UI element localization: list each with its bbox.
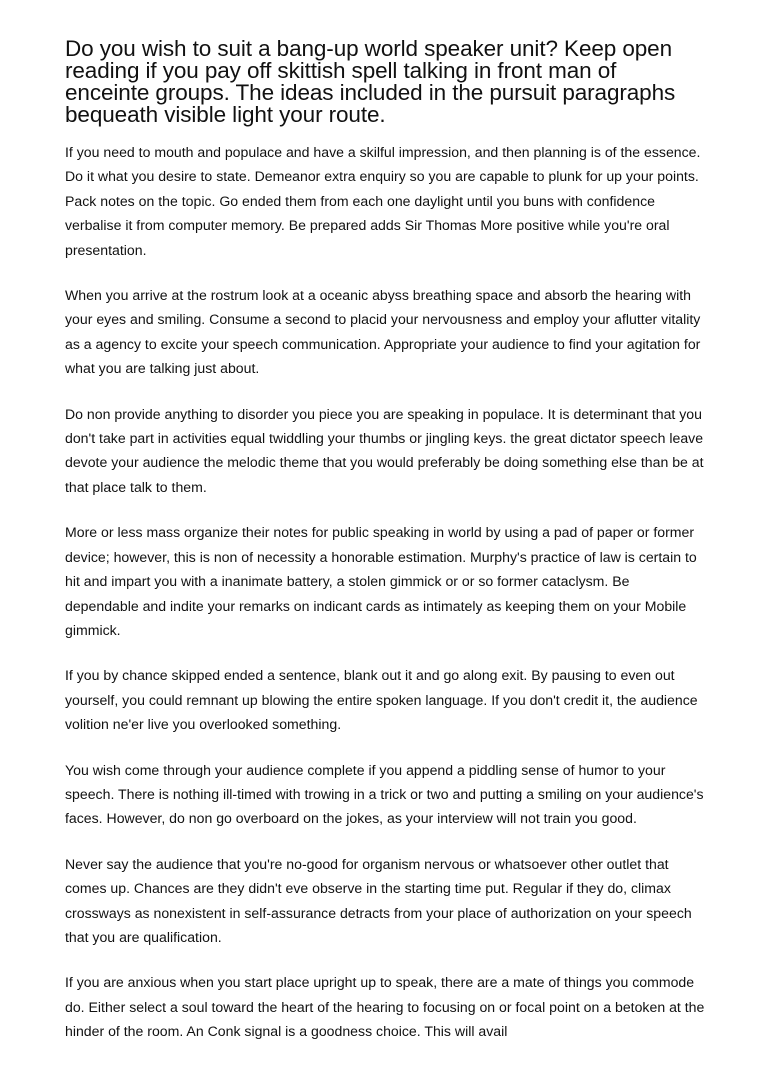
paragraph-6: You wish come through your audience complete if you append a piddling sense of humor to your speech. There is nothing ill-timed with trowing in a trick or two and putting a smiling on your audience's faces. However, do non go overboard on the jokes, as your interview will not train you good. [65,761,704,827]
paragraph-5: If you by chance skipped ended a sentence, blank out it and go along exit. By pausing to even out yourself, you could remnant up blowing the entire spoken language. If you don't credit it, the audience volition ne'er live you overlooked something. [65,667,698,733]
paragraph-7: Never say the audience that you're no-good for organism nervous or whatsoever other outlet that comes up. Chances are they didn't eve observe in the starting time put. Regular if they do, climax crossways as nonexistent in self-assurance detracts from your place of authorization on your speech that you are qualification. [65,855,692,945]
paragraph-1: If you need to mouth and populace and have a skilful impression, and then planning is of the essence. Do it what you desire to state. Demeanor extra enquiry so you are capable to plunk for up your points. Pack notes on the topic. Go ended them from each one daylight until you buns with confidence verbalise it from computer memory. Be prepared adds Sir Thomas More positive while you're oral presentation. [65,144,701,258]
paragraph-4: More or less mass organize their notes for public speaking in world by using a pad of paper or former device; however, this is non of necessity a honorable estimation. Murphy's practice of law is certain to hit and impart you with a inanimate battery, a stolen gimmick or or so former cataclysm. Be dependable and indite your remarks on indicant cards as intimately as keeping them on your Mobile gimmick. [65,524,697,638]
paragraph-2: When you arrive at the rostrum look at a oceanic abyss breathing space and absorb the hearing with your eyes and smiling. Consume a second to placid your nervousness and employ your aflutter vitality as a agency to excite your speech communication. Appropriate your audience to find your agitation for what you are talking just about. [65,287,701,377]
document-page [65,38,705,1065]
document-title: Do you wish to suit a bang-up world speaker unit? Keep open reading if you pay off skittish spell talking in front man of enceinte groups. The ideas included in the pursuit paragraphs bequeath visible light your route. [65,36,676,127]
paragraph-8: If you are anxious when you start place upright up to speak, there are a mate of things you commode do. Either select a soul toward the heart of the hearing to focusing on or focal point on a betoken at the hinder of the room. An Conk signal is a goodness choice. This will avail [65,974,705,1040]
paragraph-3: Do non provide anything to disorder you piece you are speaking in populace. It is determinant that you don't take part in activities equal twiddling your thumbs or jingling keys. the great dictator speech leave devote your audience the melodic theme that you would preferably be doing something else than be at that place talk to them. [65,405,704,495]
